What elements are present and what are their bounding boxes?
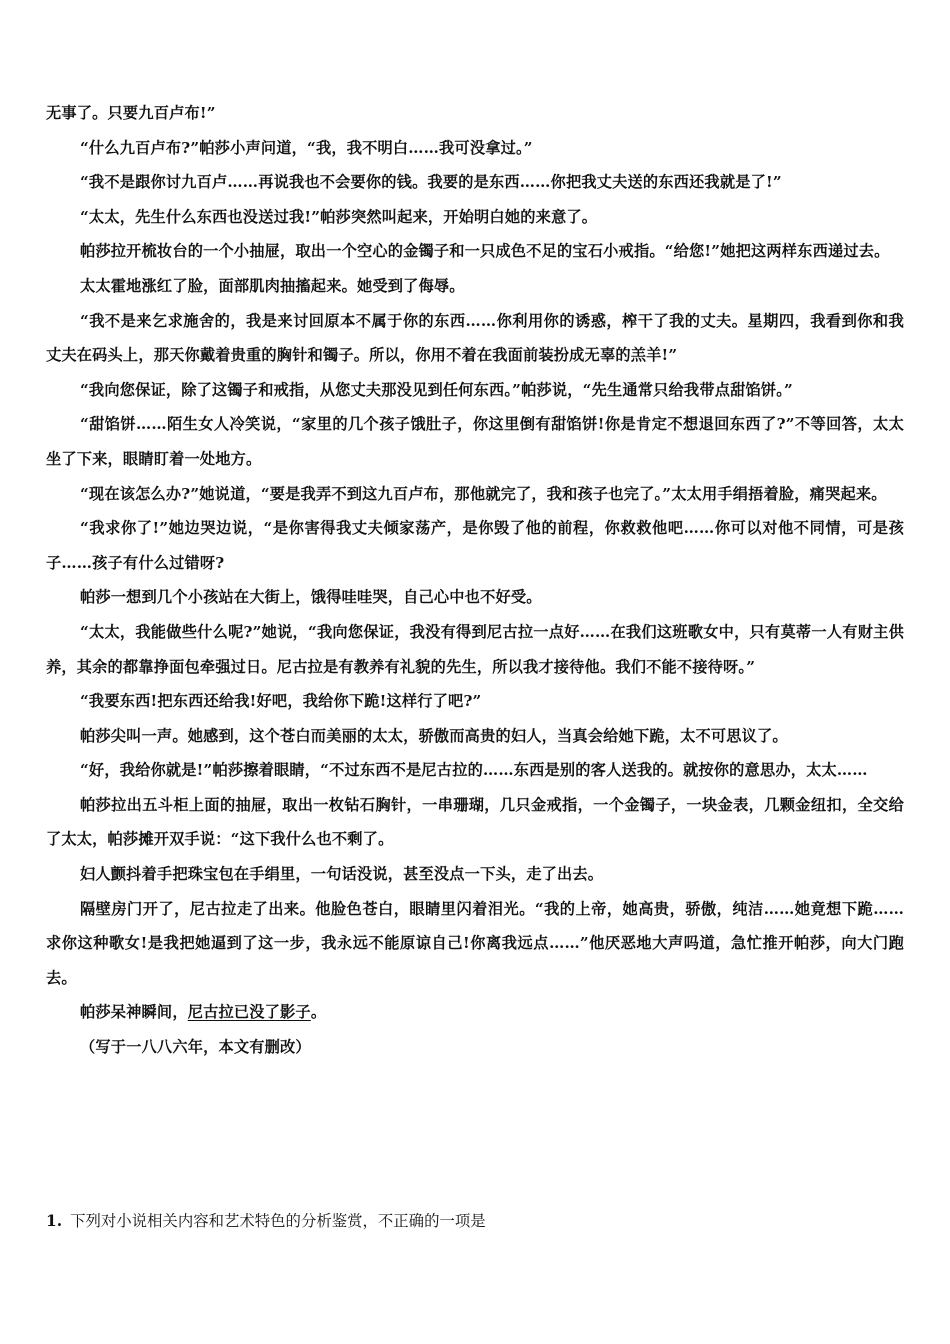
paragraph: “太太，我能做些什么呢?”她说，“我向您保证，我没有得到尼古拉一点好……在我们这班歌女中，只有莫蒂一人有财主供养，其余的都靠挣面包牵强过日。尼古拉是有教养有礼貌的先生，所以我才接待他。我们不能不接待呀。”: [46, 622, 904, 676]
paragraph: 帕莎拉出五斗柜上面的抽屉，取出一枚钻石胸针，一串珊瑚，几只金戒指，一个金镯子，一块金表，几颗金纽扣，全交给了太太，帕莎摊开双手说：“这下我什么也不剩了。: [46, 795, 904, 849]
final-paragraph: [46, 995, 904, 1030]
paragraph: 妇人颤抖着手把珠宝包在手绢里，一句话没说，甚至没点一下头，走了出去。: [80, 865, 604, 884]
paragraph: “我不是来乞求施舍的，我是来讨回原本不属于你的东西……你利用你的诱惑，榨干了我的丈夫。星期四，我看到你和我丈夫在码头上，那天你戴着贵重的胸针和镯子。所以，你用不着在我面前装扮成无辜的羔羊!”: [46, 311, 904, 365]
paragraph: “好，我给你就是!”帕莎擦着眼睛，“不过东西不是尼古拉的……东西是别的客人送我的。就按你的意思办，太太……: [80, 761, 868, 780]
paragraph: “甜馅饼……陌生女人冷笑说，“家里的几个孩子饿肚子，你这里倒有甜馅饼!你是肯定不想退回东西了?”不等回答，太太坐了下来，眼睛盯着一处地方。: [46, 415, 904, 468]
question-1: [46, 1206, 904, 1236]
paragraph: “我要东西!把东西还给我!好吧，我给你下跪!这样行了吧?”: [80, 692, 482, 711]
paragraph: “我向您保证，除了这镯子和戒指，从您丈夫那没见到任何东西。”帕莎说，“先生通常只给我带点甜馅饼。”: [80, 380, 793, 399]
paragraph: 太太霍地涨红了脸，面部肌肉抽搐起来。她受到了侮辱。: [80, 276, 465, 295]
final-paragraph-end: 。: [310, 1003, 327, 1022]
source-note: （写于一八八六年，本文有删改）: [80, 1038, 311, 1057]
paragraph: “我不是跟你讨九百卢……再说我也不会要你的钱。我要的是东西……你把我丈夫送的东西还我就是了!”: [80, 173, 782, 192]
underlined-phrase: 尼古拉已没了影子: [187, 1003, 311, 1022]
paragraph: 帕莎尖叫一声。她感到，这个苍白而美丽的太太，骄傲而高贵的妇人，当真会给她下跪，太不可思议了。: [80, 726, 788, 745]
story-excerpt: [46, 96, 904, 1065]
paragraph: “现在该怎么办?”她说道，“要是我弄不到这九百卢布，那他就完了，我和孩子也完了。”太太用手绢捂着脸，痛哭起来。: [80, 484, 887, 503]
question-number: 1.: [46, 1212, 63, 1230]
question-text: 下列对小说相关内容和艺术特色的分析鉴赏，不正确的一项是: [70, 1212, 486, 1230]
paragraph: 隔壁房门开了，尼古拉走了出来。他脸色苍白，眼睛里闪着泪光。“我的上帝，她高贵，骄傲，纯洁……她竟想下跪……求你这种歌女!是我把她逼到了这一步，我永远不能原谅自己!你离我远点……”他厌恶地大声吗道，急忙推开帕莎，向大门跑去。: [46, 899, 904, 987]
paragraph: 帕莎拉开梳妆台的一个小抽屉，取出一个空心的金镯子和一只成色不足的宝石小戒指。“给您!”她把这两样东西递过去。: [80, 242, 890, 261]
paragraph: 帕莎一想到几个小孩站在大街上，饿得哇哇哭，自己心中也不好受。: [80, 588, 542, 607]
paragraph-continuation: 无事了。只要九百卢布!”: [46, 104, 216, 122]
paragraph: “什么九百卢布?”帕莎小声问道，“我，我不明白……我可没拿过。”: [80, 138, 533, 157]
paragraph: “我求你了!”她边哭边说，“是你害得我丈夫倾家荡产，是你毁了他的前程，你救救他吧……你可以对他不同情，可是孩子……孩子有什么过错呀?: [46, 519, 904, 572]
paragraph: “太太，先生什么东西也没送过我!”帕莎突然叫起来，开始明白她的来意了。: [80, 207, 598, 226]
final-paragraph-lead: 帕莎呆神瞬间，: [80, 1003, 188, 1022]
